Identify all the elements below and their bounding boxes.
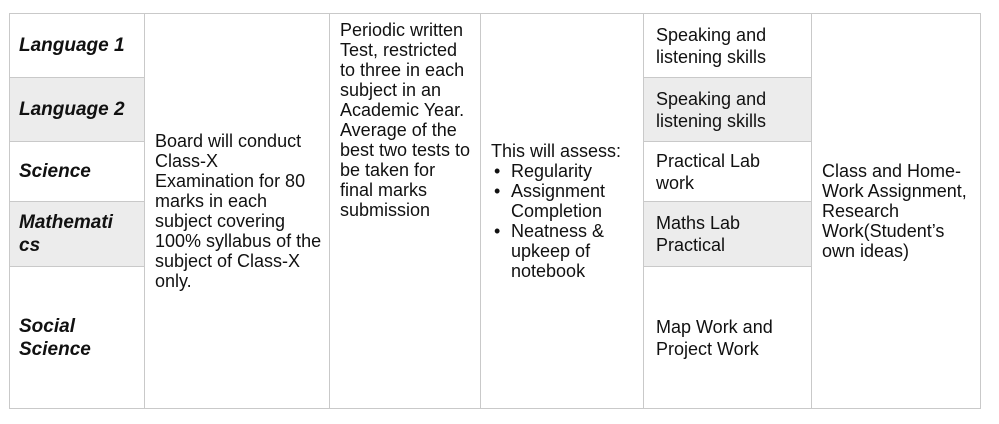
skill-label: Practical Lab work [656,150,761,193]
skill-cell [644,142,812,202]
subject-cell [10,142,145,202]
subject-cell [10,14,145,78]
skill-cell [644,78,812,142]
skill-label: Map Work and Project Work [656,316,773,359]
subject-label: Language 2 [19,99,125,120]
skill-label: Maths Lab Practical [656,213,741,255]
homework-cell [812,14,981,409]
assessment-table [9,13,981,409]
skill-cell [644,14,812,78]
skill-cell [644,202,812,267]
assessment-cell [481,14,644,409]
subject-cell [10,78,145,142]
subject-cell [10,267,145,409]
assessment-item: • Neatness & upkeep of notebook [491,221,636,281]
subject-label: Language 1 [19,35,125,56]
skill-cell [644,267,812,409]
board-exam-cell [145,14,330,409]
subject-cell [10,202,145,267]
assessment-intro: This will assess: [491,141,622,161]
board-exam-text: Board will conduct Class-X Examination for 80 marks in each subject covering 100% syllabus of the subject of Class-X only. [155,131,322,291]
periodic-test-text: Periodic written Test, restricted to three in each subject in an Academic Year. Average of the best two tests to be taken for final marks submission [340,20,471,220]
subject-label: Mathemati cs [19,212,113,256]
skill-label: Speaking and listening skills [656,88,767,131]
homework-text: Class and Home-Work Assignment, Research Work(Student’s own ideas) [822,161,967,261]
assessment-item: • Regularity [491,161,636,181]
periodic-test-cell [330,14,481,409]
subject-label: Science [19,161,91,182]
skill-label: Speaking and listening skills [656,24,767,67]
subject-label: Social Science [19,315,91,360]
assessment-item: • Assignment Completion [491,181,636,221]
assessment-list [491,161,636,281]
